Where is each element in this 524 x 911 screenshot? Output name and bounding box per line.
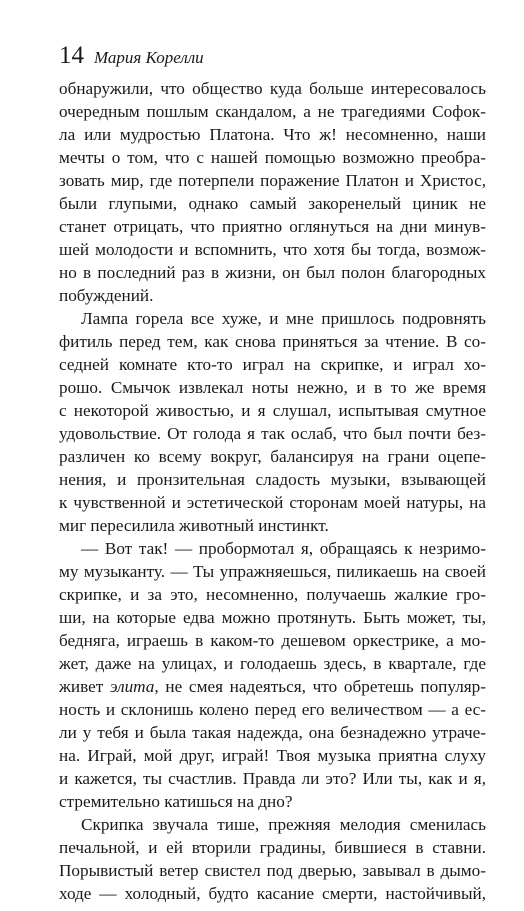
text-line: побуждений.: [59, 286, 154, 305]
text-line: Скрипка звучала тише, прежняя мелодия сменилась: [81, 815, 486, 834]
text-line: печальной, и ей вторили градины, бившиеся в ставни.: [59, 838, 486, 857]
text-line: и кажется, ты счастлив. Правда ли это? Или ты, как и я,: [59, 769, 486, 788]
text-line: миг пересилила животный инстинкт.: [59, 516, 329, 535]
text-line: скрипке, и за это, несомненно, получаешь жалкие гро-: [59, 585, 486, 604]
text-line: были глупыми, однако самый закоренелый циник не: [59, 194, 486, 213]
text-line: зовать мир, где потерпели поражение Платон и Христос,: [59, 171, 486, 190]
text-line: рошо. Смычок извлекал ноты нежно, и в то же время: [59, 378, 486, 397]
text-line: различен ко всему вокруг, балансируя на грани оцепе-: [59, 447, 486, 466]
running-head-author: Мария Корелли: [94, 48, 204, 67]
text-line: ши, на которые едва можно протянуть. Быть может, ты,: [59, 608, 486, 627]
text-line: но в последний раз в жизни, он был полон благородных: [59, 263, 486, 282]
text-line: станет отрицать, что приятно оглянуться на дни минув-: [59, 217, 486, 236]
text-line-segment: живет: [59, 677, 110, 696]
text-line: мечты о том, что с нашей помощью возможно преобра-: [59, 148, 486, 167]
text-line: фитиль перед тем, как снова приняться за чтение. В со-: [59, 332, 486, 351]
text-line: му музыканту. — Ты упражняешься, пиликаешь на своей: [59, 562, 486, 581]
text-line: ла или мудростью Платона. Что ж! несомненно, наши: [59, 125, 486, 144]
text-line: к чувственной и эстетической сторонам моей натуры, на: [59, 493, 486, 512]
text-line: Лампа горела все хуже, и мне пришлось подровнять: [81, 309, 486, 328]
italic-word: элита: [109, 677, 155, 696]
text-line: ность и склонишь колено перед его величеством — а ес-: [59, 700, 486, 719]
text-line: [59, 675, 486, 698]
text-line: обнаружили, что общество куда больше интересовалось: [59, 79, 486, 98]
page-number: 14: [59, 42, 84, 69]
text-line: седней комнате кто-то играл на скрипке, и играл хо-: [59, 355, 486, 374]
text-line-segment: , не смея надеяться, что обретешь популяр-: [154, 677, 486, 696]
book-text-body: [59, 77, 486, 905]
text-line: с некоторой живостью, и я слушал, испытывая смутное: [59, 401, 486, 420]
text-line: стремительно катишься на дно?: [59, 792, 293, 811]
text-line: Порывистый ветер свистел под дверью, завывал в дымо-: [59, 861, 486, 880]
text-line: очередным пошлым скандалом, а не трагедиями Софок-: [59, 102, 486, 121]
text-line: ходе — холодный, будто касание смерти, настойчивый,: [59, 884, 486, 903]
text-line: удовольствие. От голода я так ослаб, что был почти без-: [59, 424, 486, 443]
text-line: шей молодости и вспомнить, что хотя бы тогда, возмож-: [59, 240, 486, 259]
text-line: бедняга, играешь в каком-то дешевом оркестрике, а мо-: [59, 631, 486, 650]
text-line: ли у тебя и была такая надежда, она безнадежно утраче-: [59, 723, 486, 742]
page-header: [59, 42, 479, 70]
text-line: на. Играй, мой друг, играй! Твоя музыка приятна слуху: [59, 746, 486, 765]
text-line: нения, и пронзительная сладость музыки, взывающей: [59, 470, 486, 489]
text-line: жет, даже на улицах, и голодаешь здесь, в квартале, где: [59, 654, 486, 673]
text-line: — Вот так! — пробормотал я, обращаясь к незримо-: [81, 539, 486, 558]
